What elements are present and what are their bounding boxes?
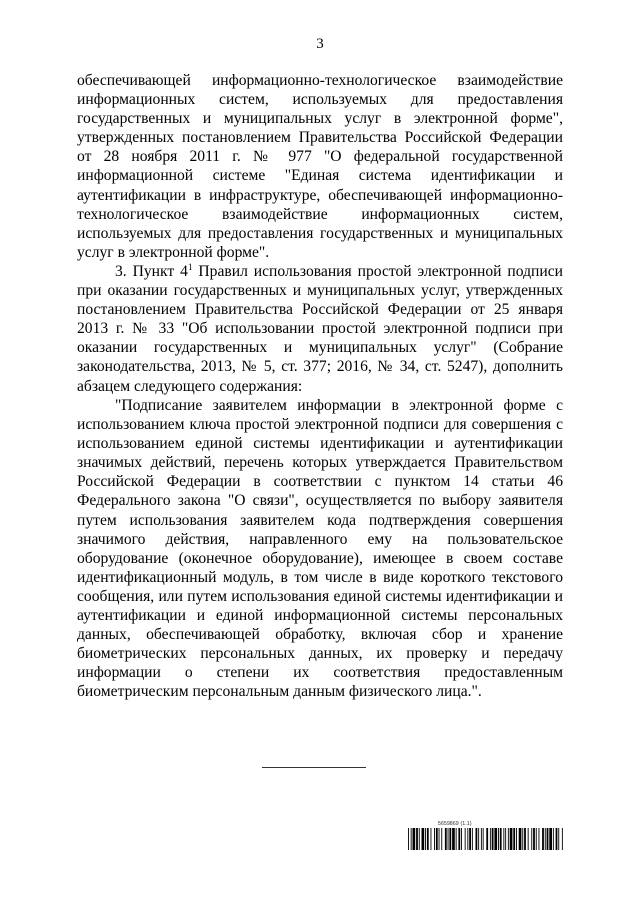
item-3-lead: 3. Пункт 4 (115, 263, 188, 280)
item-3-text: Правил использования простой электронной подписи при оказании государственных и муниципальных услуг, утвержденных постановлением Правительства Российской Федерации от 25 января 2013 г. № 33 "Об использовании простой электронной подписи при оказании государственных и муниципальных услуг" (Собрание законодательства, 2013, № 5, ст. 377; 2016, № 34, ст. 5247), дополнить абзацем следующего содержания: (77, 263, 563, 395)
paragraph-continuation: обеспечивающей информационно-технологическое взаимодействие информационных систем, используемых для предоставления государственных и муниципальных услуг в электронной форме", утвержденных постановлением Правительства Российской Федерации от 28 ноября 2011 г. № 977 "О федеральной государственной информационной системе "Единая система идентификации и аутентификации в инфраструктуре, обеспечивающей информационно-технологическое взаимодействие информационных систем, используемых для предоставления государственных и муниципальных услуг в электронной форме". (77, 72, 563, 261)
barcode-icon (408, 828, 564, 850)
paragraph-quoted-addition: "Подписание заявителем информации в электронной форме с использованием ключа простой электронной подписи для совершения с использованием единой системы идентификации и аутентификации значимых действий, перечень которых утверждается Правительством Российской Федерации в соответствии с пунктом 14 статьи 46 Федерального закона "О связи", осуществляется по выбору заявителя путем использования заявителем кода подтверждения совершения значимого действия, направленного ему на пользовательское оборудование (оконечное оборудование), имеющее в своем составе идентификационный модуль, в том числе в виде короткого текстового сообщения, или путем использования единой системы идентификации и аутентификации и единой информационной системы персональных данных, обеспечивающей обработку, включая сбор и хранение биометрических персональных данных, их проверку и передачу информации о степени их соответствия предоставленным биометрическим персональным данным физического лица.". (77, 397, 563, 701)
document-code: 5659869 (1.1) (438, 821, 472, 827)
end-divider (262, 767, 366, 768)
page-number: 3 (316, 36, 324, 52)
item-3-superscript: 1 (187, 262, 193, 272)
paragraph-item-3 (77, 262, 563, 396)
